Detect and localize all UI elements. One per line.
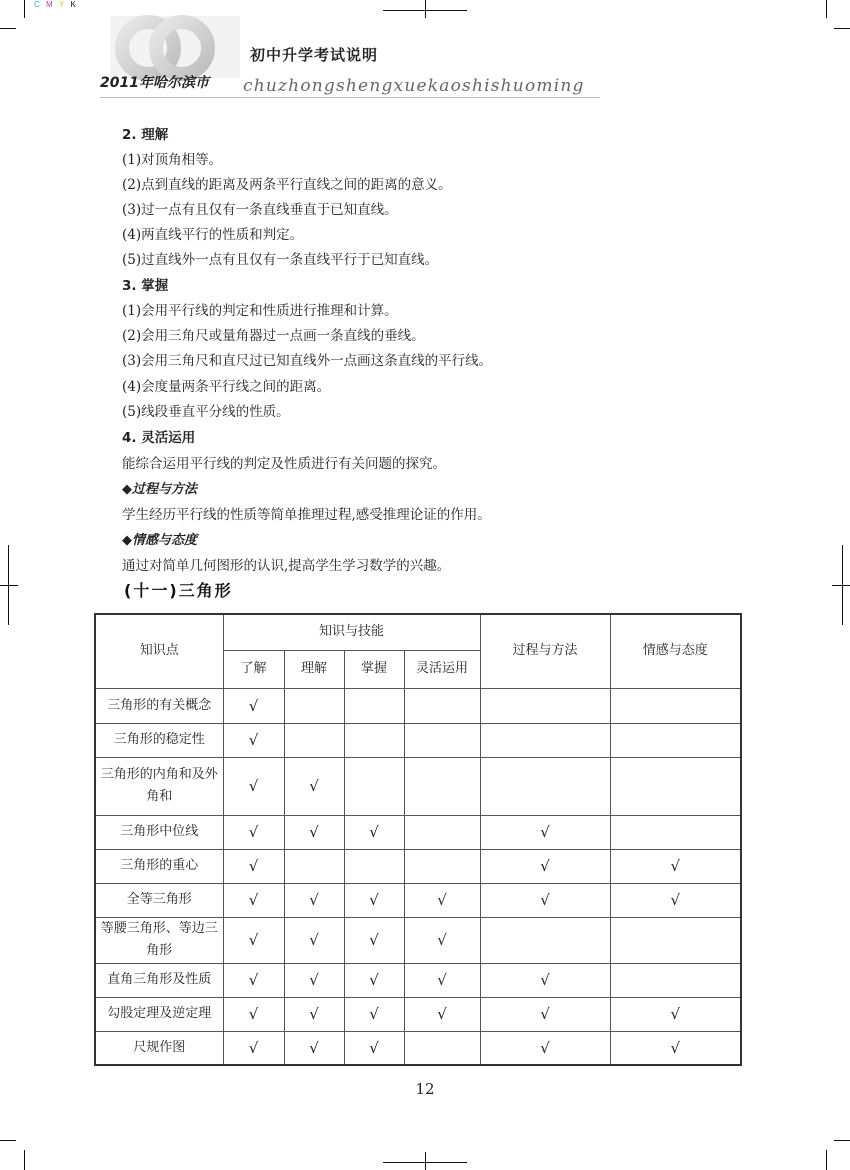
check-cell: √ bbox=[344, 1031, 404, 1065]
header-title: 初中升学考试说明 bbox=[250, 46, 379, 64]
check-cell bbox=[480, 917, 610, 963]
check-cell bbox=[610, 917, 741, 963]
check-cell: √ bbox=[480, 849, 610, 883]
check-cell: √ bbox=[610, 1031, 741, 1065]
check-cell: √ bbox=[223, 917, 284, 963]
table-row bbox=[95, 815, 741, 849]
check-cell bbox=[404, 849, 480, 883]
knowledge-point-name: 三角形中位线 bbox=[95, 815, 223, 849]
check-cell: √ bbox=[404, 883, 480, 917]
check-cell: √ bbox=[480, 1031, 610, 1065]
check-cell bbox=[404, 1031, 480, 1065]
knowledge-point-name: 三角形的有关概念 bbox=[95, 688, 223, 723]
check-cell: √ bbox=[480, 963, 610, 997]
check-cell: √ bbox=[284, 757, 344, 815]
body-line: (3)会用三角尺和直尺过已知直线外一点画这条直线的平行线。 bbox=[122, 353, 493, 369]
check-cell bbox=[404, 757, 480, 815]
check-cell: √ bbox=[610, 997, 741, 1031]
check-cell bbox=[284, 849, 344, 883]
body-line: (1)会用平行线的判定和性质进行推理和计算。 bbox=[122, 303, 398, 319]
body-line: (2)点到直线的距离及两条平行直线之间的距离的意义。 bbox=[122, 177, 452, 193]
check-cell bbox=[344, 849, 404, 883]
knowledge-point-name: 全等三角形 bbox=[95, 883, 223, 917]
check-cell: √ bbox=[223, 757, 284, 815]
check-cell bbox=[480, 757, 610, 815]
check-cell bbox=[480, 723, 610, 757]
table-row bbox=[95, 757, 741, 815]
header-emotion-attitude: 情感与态度 bbox=[610, 614, 741, 688]
check-cell: √ bbox=[284, 883, 344, 917]
heading-emotion-attitude: ◆情感与态度 bbox=[122, 533, 197, 548]
body-line: 通过对简单几何图形的认识,提高学生学习数学的兴趣。 bbox=[122, 558, 451, 574]
triangle-knowledge-table bbox=[94, 613, 742, 1066]
check-cell: √ bbox=[284, 963, 344, 997]
cmyk-c: C bbox=[34, 0, 42, 9]
check-cell: √ bbox=[480, 883, 610, 917]
check-cell: √ bbox=[284, 1031, 344, 1065]
check-cell: √ bbox=[223, 1031, 284, 1065]
heading-flexible-use: 4. 灵活运用 bbox=[122, 430, 196, 446]
body-line: (3)过一点有且仅有一条直线垂直于已知直线。 bbox=[122, 202, 398, 218]
section-title: (十一)三角形 bbox=[124, 581, 233, 600]
table-row bbox=[95, 688, 741, 723]
heading-process-method: ◆过程与方法 bbox=[122, 482, 197, 497]
heading-understand: 2. 理解 bbox=[122, 127, 169, 143]
check-cell: √ bbox=[404, 963, 480, 997]
check-cell: √ bbox=[223, 815, 284, 849]
check-cell bbox=[344, 757, 404, 815]
check-cell bbox=[404, 815, 480, 849]
check-cell: √ bbox=[284, 997, 344, 1031]
body-line: (5)线段垂直平分线的性质。 bbox=[122, 404, 290, 420]
knowledge-point-name: 尺规作图 bbox=[95, 1031, 223, 1065]
cmyk-marks bbox=[34, 0, 78, 9]
check-cell bbox=[404, 723, 480, 757]
check-cell: √ bbox=[223, 723, 284, 757]
table-row bbox=[95, 997, 741, 1031]
knowledge-point-name: 三角形的重心 bbox=[95, 849, 223, 883]
knowledge-point-name: 勾股定理及逆定理 bbox=[95, 997, 223, 1031]
heading-master: 3. 掌握 bbox=[122, 278, 169, 294]
check-cell bbox=[610, 815, 741, 849]
check-cell: √ bbox=[223, 963, 284, 997]
check-cell: √ bbox=[480, 997, 610, 1031]
header-pinyin: chuzhongshengxuekaoshishuoming bbox=[243, 76, 585, 96]
check-cell bbox=[610, 757, 741, 815]
header-process-method: 过程与方法 bbox=[480, 614, 610, 688]
table-row bbox=[95, 723, 741, 757]
check-cell: √ bbox=[344, 997, 404, 1031]
check-cell: √ bbox=[610, 883, 741, 917]
body-line: (4)两直线平行的性质和判定。 bbox=[122, 227, 304, 243]
check-cell: √ bbox=[284, 917, 344, 963]
body-line: (5)过直线外一点有且仅有一条直线平行于已知直线。 bbox=[122, 252, 439, 268]
body-line: (1)对顶角相等。 bbox=[122, 152, 223, 168]
page-number: 12 bbox=[415, 1080, 435, 1098]
check-cell: √ bbox=[223, 688, 284, 723]
check-cell bbox=[284, 723, 344, 757]
check-cell: √ bbox=[404, 997, 480, 1031]
cmyk-m: M bbox=[46, 0, 55, 9]
check-cell: √ bbox=[610, 849, 741, 883]
knowledge-point-name: 三角形的稳定性 bbox=[95, 723, 223, 757]
check-cell bbox=[480, 688, 610, 723]
header-flexible-use: 灵活运用 bbox=[404, 650, 480, 688]
body-line: (4)会度量两条平行线之间的距离。 bbox=[122, 379, 331, 395]
check-cell bbox=[610, 723, 741, 757]
knowledge-point-name: 直角三角形及性质 bbox=[95, 963, 223, 997]
body-line: 能综合运用平行线的判定及性质进行有关问题的探究。 bbox=[122, 456, 446, 472]
check-cell: √ bbox=[344, 883, 404, 917]
check-cell: √ bbox=[284, 815, 344, 849]
check-cell: √ bbox=[404, 917, 480, 963]
cmyk-y: Y bbox=[58, 0, 67, 9]
check-cell bbox=[404, 688, 480, 723]
header-comprehend: 理解 bbox=[284, 650, 344, 688]
check-cell bbox=[344, 688, 404, 723]
check-cell: √ bbox=[344, 963, 404, 997]
header-knowledge-skills: 知识与技能 bbox=[223, 614, 480, 650]
check-cell: √ bbox=[223, 849, 284, 883]
check-cell: √ bbox=[480, 815, 610, 849]
check-cell bbox=[344, 723, 404, 757]
table-row bbox=[95, 917, 741, 963]
header-understand: 了解 bbox=[223, 650, 284, 688]
header-master: 掌握 bbox=[344, 650, 404, 688]
knowledge-point-name: 三角形的内角和及外角和 bbox=[95, 757, 223, 815]
knowledge-point-name: 等腰三角形、等边三角形 bbox=[95, 917, 223, 963]
check-cell bbox=[284, 688, 344, 723]
header-knowledge-point: 知识点 bbox=[95, 614, 223, 688]
cmyk-k: K bbox=[70, 0, 78, 9]
check-cell bbox=[610, 963, 741, 997]
check-cell: √ bbox=[223, 997, 284, 1031]
table-row bbox=[95, 963, 741, 997]
check-cell: √ bbox=[344, 917, 404, 963]
table-row bbox=[95, 883, 741, 917]
check-cell bbox=[610, 688, 741, 723]
table-row bbox=[95, 849, 741, 883]
body-line: 学生经历平行线的性质等简单推理过程,感受推理论证的作用。 bbox=[122, 507, 491, 523]
header-year-city: 2011年哈尔滨市 bbox=[100, 75, 209, 91]
check-cell: √ bbox=[344, 815, 404, 849]
table-row bbox=[95, 1031, 741, 1065]
header-divider bbox=[100, 97, 600, 98]
check-cell: √ bbox=[223, 883, 284, 917]
body-line: (2)会用三角尺或量角器过一点画一条直线的垂线。 bbox=[122, 328, 425, 344]
